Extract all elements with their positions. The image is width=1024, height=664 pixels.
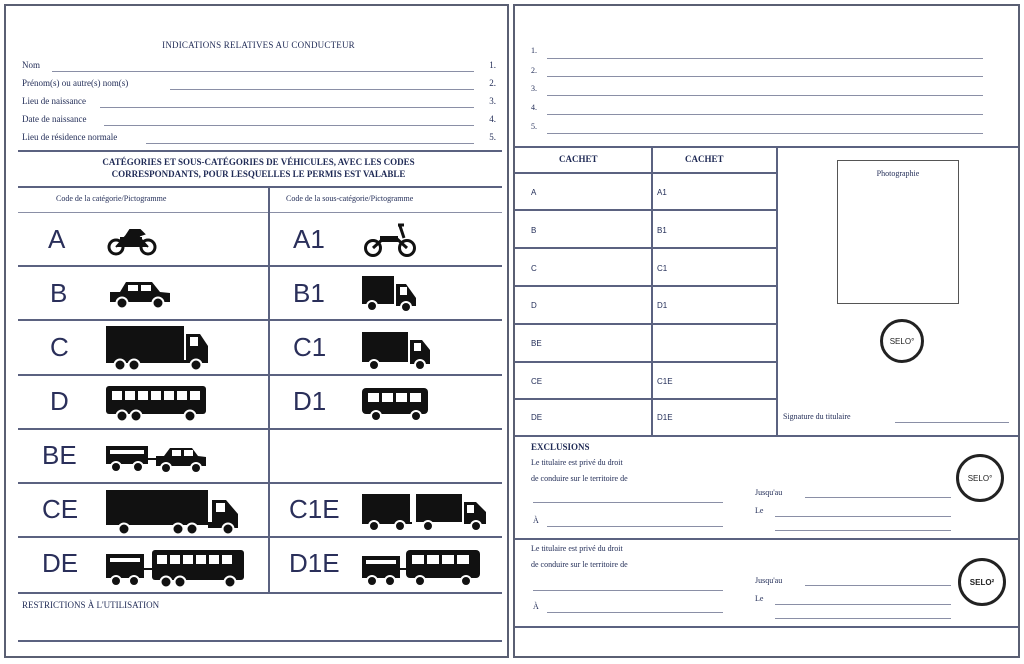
until-line[interactable]: [805, 497, 951, 498]
subcategory-code-d1: D1: [293, 386, 327, 416]
place-label: À: [533, 516, 539, 525]
row-divider: [18, 428, 502, 430]
seal-stamp: SELO°: [956, 454, 1004, 502]
date-label: Le: [755, 506, 764, 515]
line-number: 3.: [531, 84, 537, 93]
car-trailer-icon: [104, 440, 208, 476]
subcategory-code-b1: B1: [293, 278, 325, 308]
until-label: Jusqu'au: [755, 488, 783, 497]
row-divider: [515, 361, 777, 363]
date-label: Le: [755, 594, 764, 603]
row-divider: [18, 482, 502, 484]
place-label: À: [533, 602, 539, 611]
territory-line[interactable]: [533, 502, 723, 503]
cachet-cell: B1: [657, 226, 667, 235]
motorcycle-icon: [106, 222, 158, 256]
minibus-trailer-icon: [360, 546, 484, 590]
cachet-cell: D: [531, 301, 537, 310]
field-number: 4.: [489, 114, 496, 124]
truck-icon: [104, 324, 210, 372]
line-number: 5.: [531, 122, 537, 131]
field-label: Nom: [22, 60, 40, 70]
field-label: Lieu de résidence normale: [22, 132, 118, 142]
subcategory-code-c1: C1: [293, 332, 327, 362]
row-divider: [515, 247, 777, 249]
seal-stamp: SELO²: [958, 558, 1006, 606]
field-label: Date de naissance: [22, 114, 87, 124]
photo-label: Photographie: [876, 169, 920, 178]
until-label: Jusqu'au: [755, 576, 783, 585]
category-code-a: A: [48, 224, 66, 254]
fill-line[interactable]: [100, 107, 474, 108]
cachet-cell: B: [531, 226, 537, 235]
light-truck-icon: [360, 328, 432, 372]
divider: [515, 435, 1018, 437]
category-code-be: BE: [42, 440, 77, 470]
car-icon: [106, 278, 174, 310]
seal-stamp: SELO°: [880, 319, 924, 363]
subcategory-code-a1: A1: [293, 224, 325, 254]
line-number: 4.: [531, 103, 537, 112]
row-divider: [18, 265, 502, 267]
signature-line[interactable]: [895, 422, 1009, 423]
categories-heading-2: CORRESPONDANTS, POUR LESQUELLES LE PERMIS EST VALABLE: [111, 169, 406, 179]
cachet-cell: CE: [531, 377, 543, 386]
exclusions-heading: EXCLUSIONS: [531, 442, 590, 452]
field-prenom: [22, 76, 502, 92]
row-divider: [515, 398, 777, 400]
field-number: 2.: [489, 78, 496, 88]
col-category-header: Code de la catégorie/Pictogramme: [56, 194, 167, 203]
fill-line[interactable]: [52, 71, 474, 72]
divider: [515, 146, 1018, 148]
field-residence: [22, 130, 502, 146]
category-code-b: B: [50, 278, 68, 308]
cachet-col-divider: [776, 147, 778, 435]
place-line[interactable]: [547, 526, 723, 527]
date-line[interactable]: [775, 604, 951, 605]
fill-line[interactable]: [547, 58, 983, 59]
column-divider: [268, 187, 270, 593]
col-subcategory-header: Code de la sous-catégorie/Pictogramme: [286, 194, 414, 203]
fill-line[interactable]: [547, 95, 983, 96]
field-number: 5.: [489, 132, 496, 142]
right-page: [513, 4, 1020, 658]
row-divider: [515, 285, 777, 287]
photo-box[interactable]: [837, 160, 959, 304]
exclusion-text-2: de conduire sur le territoire de: [531, 474, 628, 483]
field-nom: [22, 58, 502, 74]
signature-label: Signature du titulaire: [783, 412, 851, 421]
cachet-header-right: CACHET: [685, 154, 724, 164]
minibus-icon: [360, 384, 432, 424]
row-divider: [515, 323, 777, 325]
row-divider: [18, 536, 502, 538]
date-line-2[interactable]: [775, 530, 951, 531]
exclusion-text-1: Le titulaire est privé du droit: [531, 458, 623, 467]
cachet-cell: C1E: [657, 377, 673, 386]
line-number: 1.: [531, 46, 537, 55]
exclusion-text-2: de conduire sur le territoire de: [531, 560, 628, 569]
left-page: [4, 4, 509, 658]
subcategory-code-d1e: D1E: [289, 548, 340, 578]
truck-trailer-icon: [360, 488, 488, 534]
category-code-c: C: [50, 332, 69, 362]
line-number: 2.: [531, 66, 537, 75]
cachet-col-divider: [651, 147, 653, 435]
divider: [515, 626, 1018, 628]
divider: [18, 186, 502, 188]
exclusion-text-1: Le titulaire est privé du droit: [531, 544, 623, 553]
cachet-cell: A1: [657, 188, 667, 197]
cachet-cell: D1: [657, 301, 668, 310]
fill-line[interactable]: [547, 76, 983, 77]
cachet-cell: C1: [657, 264, 668, 273]
restrictions-label: RESTRICTIONS À L'UTILISATION: [22, 600, 160, 610]
row-divider: [18, 319, 502, 321]
place-line[interactable]: [547, 612, 723, 613]
cachet-cell: BE: [531, 339, 542, 348]
category-code-de: DE: [42, 548, 79, 578]
bus-icon: [104, 382, 210, 424]
fill-line[interactable]: [146, 143, 474, 144]
field-lieu-naissance: [22, 94, 502, 110]
field-number: 3.: [489, 96, 496, 106]
row-divider: [18, 374, 502, 376]
categories-heading-1: CATÉGORIES ET SOUS-CATÉGORIES DE VÉHICULES, AVEC LES CODES: [102, 157, 415, 167]
divider: [515, 538, 1018, 540]
cachet-cell: A: [531, 188, 537, 197]
fill-line[interactable]: [547, 114, 983, 115]
category-code-ce: CE: [42, 494, 79, 524]
subcategory-code-c1e: C1E: [289, 494, 340, 524]
field-label: Prénom(s) ou autre(s) nom(s): [22, 78, 129, 88]
fill-line[interactable]: [170, 89, 474, 90]
articulated-truck-icon: [104, 486, 244, 536]
row-divider: [515, 209, 777, 211]
date-line[interactable]: [775, 516, 951, 517]
cachet-cell: D1E: [657, 413, 673, 422]
date-line-2[interactable]: [775, 618, 951, 619]
restrictions-line[interactable]: [18, 640, 502, 642]
divider: [18, 150, 502, 152]
category-code-d: D: [50, 386, 69, 416]
territory-line[interactable]: [533, 590, 723, 591]
field-label: Lieu de naissance: [22, 96, 86, 106]
row-divider: [515, 172, 777, 174]
divider: [18, 212, 502, 213]
fill-line[interactable]: [104, 125, 474, 126]
cachet-header-left: CACHET: [559, 154, 598, 164]
small-truck-icon: [360, 274, 418, 314]
fill-line[interactable]: [547, 133, 983, 134]
moped-icon: [362, 220, 418, 258]
until-line[interactable]: [805, 585, 951, 586]
field-number: 1.: [489, 60, 496, 70]
bus-trailer-icon: [104, 544, 246, 590]
cachet-cell: DE: [531, 413, 543, 422]
driver-heading: INDICATIONS RELATIVES AU CONDUCTEUR: [162, 40, 355, 50]
cachet-cell: C: [531, 264, 537, 273]
field-date-naissance: [22, 112, 502, 128]
row-divider: [18, 592, 502, 594]
